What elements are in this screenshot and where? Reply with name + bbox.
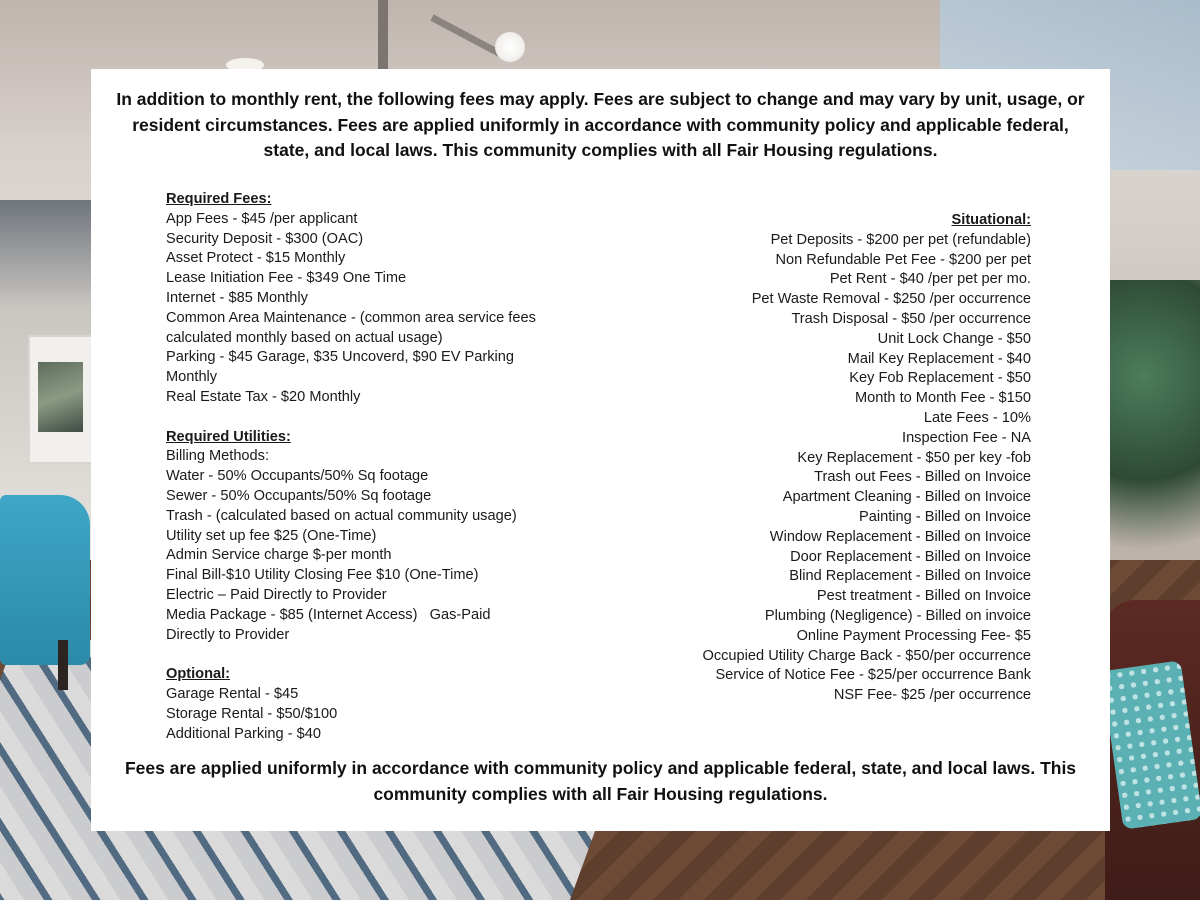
utility-item: Media Package - $85 (Internet Access) Gas-Paid Directly to Provider [166, 606, 495, 643]
situational-item: Trash Disposal - $50 /per occurrence [791, 310, 1031, 327]
chair-leg [58, 640, 68, 690]
required-fee-item: App Fees - $45 /per applicant [166, 210, 358, 227]
lamp-bulb [495, 32, 525, 62]
intro-paragraph: In addition to monthly rent, the following fees may apply. Fees are subject to change and may vary by unit, usage, or resident circumstances. Fees are applied uniformly in accordance with community policy and applicable federal, state, and local laws. This community complies with all Fair Housing regulations. [116, 89, 1085, 160]
required-fee-item: Internet - $85 Monthly [166, 289, 308, 306]
situational-item: Month to Month Fee - $150 [854, 390, 1031, 407]
situational-item: Inspection Fee - NA [902, 429, 1031, 446]
situational-item: Key Replacement - $50 per key -fob [797, 449, 1031, 466]
required-fee-item: Lease Initiation Fee - $349 One Time [166, 270, 407, 287]
required-fee-item: Asset Protect - $15 Monthly [166, 250, 346, 267]
wall-art-picture [38, 362, 83, 432]
situational-item: Trash out Fees - Billed on Invoice [814, 469, 1031, 486]
situational-item: Occupied Utility Charge Back - $50/per occurrence [702, 647, 1031, 664]
required-fee-item: Parking - $45 Garage, $35 Uncoverd, $90 EV Parking Monthly [166, 349, 515, 386]
left-column [166, 190, 586, 744]
utility-item: Billing Methods: [166, 448, 270, 465]
utility-item: Water - 50% Occupants/50% Sq footage [166, 468, 429, 485]
situational-item: Pet Waste Removal - $250 /per occurrence [751, 291, 1031, 308]
situational-item: Window Replacement - Billed on Invoice [769, 528, 1031, 545]
required-fee-item: Common Area Maintenance - (common area service fees calculated monthly based on actual usage) [166, 309, 536, 346]
optional-item: Garage Rental - $45 [166, 685, 299, 702]
utility-item: Admin Service charge $-per month [166, 547, 392, 564]
required-fee-item: Security Deposit - $300 (OAC) [166, 230, 364, 247]
situational-item: Late Fees - 10% [923, 409, 1031, 426]
situational-item: Blind Replacement - Billed on Invoice [789, 568, 1031, 585]
blue-armchair [0, 495, 90, 665]
situational-item: Mail Key Replacement - $40 [847, 350, 1031, 367]
situational-item: Pet Rent - $40 /per pet per mo. [829, 271, 1031, 288]
utility-item: Utility set up fee $25 (One-Time) [166, 527, 377, 544]
situational-item: Door Replacement - Billed on Invoice [790, 548, 1031, 565]
required-fees-heading: Required Fees: [166, 191, 272, 207]
situational-item: Service of Notice Fee - $25/per occurrence Bank [715, 667, 1031, 684]
situational-item: Plumbing (Negligence) - Billed on invoice [764, 607, 1031, 624]
utility-item: Trash - (calculated based on actual community usage) [166, 507, 517, 524]
utility-item: Electric – Paid Directly to Provider [166, 586, 387, 603]
situational-item: Apartment Cleaning - Billed on Invoice [782, 489, 1031, 506]
situational-heading: Situational: [951, 212, 1031, 228]
footer-paragraph: Fees are applied uniformly in accordance with community policy and applicable federal, state, and local laws. This community complies with all Fair Housing regulations. [124, 758, 1077, 804]
optional-item: Storage Rental - $50/$100 [166, 705, 338, 722]
optional-heading: Optional: [166, 666, 231, 683]
lamp-rod [378, 0, 388, 70]
situational-item: Non Refundable Pet Fee - $200 per pet [775, 251, 1031, 268]
situational-item: Pet Deposits - $200 per pet (refundable) [770, 231, 1031, 248]
situational-item: Key Fob Replacement - $50 [849, 370, 1031, 387]
right-column [702, 211, 1031, 706]
situational-item: Painting - Billed on Invoice [859, 508, 1031, 525]
required-utilities-heading: Required Utilities: [166, 428, 291, 445]
situational-item: NSF Fee- $25 /per occurrence [833, 687, 1031, 704]
fee-notice-panel [91, 69, 1110, 831]
potted-plant [1105, 280, 1200, 600]
utility-item: Final Bill-$10 Utility Closing Fee $10 (One-Time) [166, 567, 479, 584]
optional-item: Additional Parking - $40 [166, 725, 321, 742]
situational-item: Online Payment Processing Fee- $5 [796, 627, 1031, 644]
situational-item: Unit Lock Change - $50 [877, 330, 1031, 347]
situational-item: Pest treatment - Billed on Invoice [816, 588, 1031, 605]
required-fee-item: Real Estate Tax - $20 Monthly [166, 388, 361, 405]
utility-item: Sewer - 50% Occupants/50% Sq footage [166, 487, 432, 504]
